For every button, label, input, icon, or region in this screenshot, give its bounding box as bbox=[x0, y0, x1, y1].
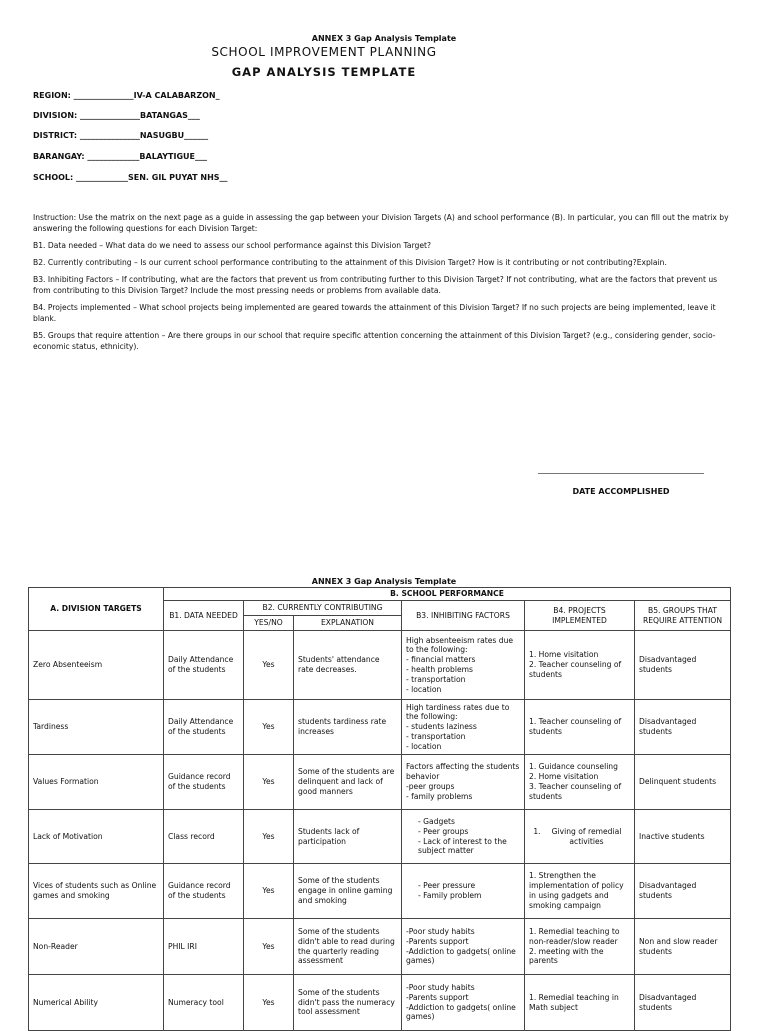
division-target-cell: Numerical Ability bbox=[29, 975, 164, 1031]
data-needed-cell: Class record bbox=[164, 810, 244, 864]
school-field: SCHOOL: _____________SEN. GIL PUYAT NHS__ bbox=[33, 173, 228, 182]
projects-cell bbox=[525, 810, 635, 864]
header-division-targets: A. DIVISION TARGETS bbox=[29, 588, 164, 631]
inhibiting-factors-cell-line: - family problems bbox=[406, 791, 473, 801]
inhibiting-factors-cell-line: - transportation bbox=[406, 674, 466, 684]
yesno-cell: Yes bbox=[244, 919, 294, 975]
data-needed-cell: PHIL IRI bbox=[164, 919, 244, 975]
division-target-cell: Vices of students such as Online games and smoking bbox=[29, 864, 164, 919]
inhibiting-factors-cell-line: -Poor study habits bbox=[406, 982, 475, 992]
annex-title: ANNEX 3 Gap Analysis Template bbox=[311, 34, 457, 43]
projects-cell bbox=[525, 700, 635, 755]
date-accomplished-label: DATE ACCOMPLISHED bbox=[572, 487, 670, 496]
inhibiting-factors-cell-line: High tardiness rates due to the following: bbox=[406, 702, 510, 722]
data-needed-cell: Daily Attendance of the students bbox=[164, 700, 244, 755]
inhibiting-factors-cell-line: - students laziness bbox=[406, 722, 477, 732]
division-target-cell: Tardiness bbox=[29, 700, 164, 755]
inhibiting-factors-cell-line: Factors affecting the students behavior bbox=[406, 762, 520, 782]
list-item: - Peer groups bbox=[418, 827, 520, 837]
instruction-b2: B2. Currently contributing – Is our current school performance contributing to the attainment of this Division Target? How is it contributing or not contributing?Explain. bbox=[33, 258, 667, 267]
instruction-b4: B4. Projects implemented – What school projects being implemented are geared towards the attainment of this Division Target? If no such projects are being implemented, leave it blank. bbox=[33, 303, 716, 323]
projects-cell-line: 2. Home visitation bbox=[529, 772, 599, 782]
header-b1: B1. DATA NEEDED bbox=[164, 601, 244, 631]
inhibiting-factors-cell-line: High absenteeism rates due to the following: bbox=[406, 635, 514, 655]
instruction-b5: B5. Groups that require attention – Are there groups in our school that require specific attention concerning the attainment of this Division Target? (e.g., considering gender, socio-economic status, ethnicity). bbox=[33, 331, 716, 351]
header-b4: B4. PROJECTS IMPLEMENTED bbox=[525, 601, 635, 631]
yesno-cell: Yes bbox=[244, 631, 294, 700]
projects-cell-line: 1. Strengthen the implementation of policy in using gadgets and smoking campaign bbox=[529, 871, 624, 910]
inhibiting-factors-cell bbox=[402, 864, 525, 919]
header-b2: B2. CURRENTLY CONTRIBUTING bbox=[244, 601, 402, 616]
explanation-cell: Some of the students didn't able to read during the quarterly reading assessment bbox=[294, 919, 402, 975]
barangay-field: BARANGAY: _____________BALAYTIGUE___ bbox=[33, 152, 207, 161]
projects-cell-line: 1. Home visitation bbox=[529, 650, 599, 660]
table-row bbox=[29, 810, 731, 864]
inhibiting-factors-cell bbox=[402, 919, 525, 975]
explanation-cell: students tardiness rate increases bbox=[294, 700, 402, 755]
inhibiting-factors-cell-line: -Addiction to gadgets( online games) bbox=[406, 1002, 516, 1022]
groups-cell: Disadvantaged students bbox=[635, 975, 731, 1031]
projects-cell-line: 1. Remedial teaching to non-reader/slow reader bbox=[529, 926, 620, 946]
list-item: - Lack of interest to the subject matter bbox=[418, 837, 520, 857]
header-b3: B3. INHIBITING FACTORS bbox=[402, 601, 525, 631]
division-target-cell: Values Formation bbox=[29, 755, 164, 810]
list-item: - Peer pressure bbox=[418, 881, 520, 891]
inhibiting-factors-cell bbox=[402, 810, 525, 864]
document-subtitle: GAP ANALYSIS TEMPLATE bbox=[231, 65, 417, 79]
data-needed-cell: Numeracy tool bbox=[164, 975, 244, 1031]
projects-cell bbox=[525, 919, 635, 975]
division-field: DIVISION: _______________BATANGAS___ bbox=[33, 111, 200, 120]
inhibiting-factors-cell bbox=[402, 755, 525, 810]
yesno-cell: Yes bbox=[244, 864, 294, 919]
instruction-b1: B1. Data needed – What data do we need to assess our school performance against this Division Target? bbox=[33, 241, 432, 250]
data-needed-cell: Guidance record of the students bbox=[164, 864, 244, 919]
inhibiting-factors-cell-list bbox=[406, 817, 520, 856]
inhibiting-factors-cell-line: -Parents support bbox=[406, 936, 469, 946]
header-yesno: YES/NO bbox=[244, 616, 294, 631]
instructions bbox=[33, 212, 733, 358]
projects-cell-line: 1. Guidance counseling bbox=[529, 762, 618, 772]
inhibiting-factors-cell-line: -Parents support bbox=[406, 992, 469, 1002]
data-needed-cell: Daily Attendance of the students bbox=[164, 631, 244, 700]
inhibiting-factors-cell-line: - transportation bbox=[406, 731, 466, 741]
inhibiting-factors-cell-line: - location bbox=[406, 684, 442, 694]
yesno-cell: Yes bbox=[244, 700, 294, 755]
instruction-intro: Instruction: Use the matrix on the next page as a guide in assessing the gap between your Division Targets (A) and school performance (B). In particular, you can fill out the matrix by answering the following questions for each Division Target: bbox=[33, 213, 729, 233]
list-item: - Family problem bbox=[418, 891, 520, 901]
signature-line bbox=[538, 473, 704, 474]
list-item: - Gadgets bbox=[418, 817, 520, 827]
projects-cell bbox=[525, 631, 635, 700]
groups-cell: Inactive students bbox=[635, 810, 731, 864]
groups-cell: Delinquent students bbox=[635, 755, 731, 810]
division-target-cell: Lack of Motivation bbox=[29, 810, 164, 864]
inhibiting-factors-cell bbox=[402, 700, 525, 755]
explanation-cell: Some of the students are delinquent and lack of good manners bbox=[294, 755, 402, 810]
projects-cell-line: 1. Remedial teaching in Math subject bbox=[529, 992, 619, 1012]
inhibiting-factors-cell bbox=[402, 975, 525, 1031]
table-row bbox=[29, 975, 731, 1031]
region-field: REGION: _______________IV-A CALABARZON_ bbox=[33, 91, 220, 100]
division-target-cell: Zero Absenteeism bbox=[29, 631, 164, 700]
projects-cell-list bbox=[529, 827, 630, 847]
header-b5: B5. GROUPS THAT REQUIRE ATTENTION bbox=[635, 601, 731, 631]
groups-cell: Disadvantaged students bbox=[635, 864, 731, 919]
groups-cell: Disadvantaged students bbox=[635, 631, 731, 700]
inhibiting-factors-cell bbox=[402, 631, 525, 700]
list-item: 1. Giving of remedial activities bbox=[543, 827, 630, 847]
inhibiting-factors-cell-line: -peer groups bbox=[406, 782, 455, 791]
explanation-cell: Some of the students didn't pass the numeracy tool assessment bbox=[294, 975, 402, 1031]
district-field: DISTRICT: _______________NASUGBU______ bbox=[33, 131, 209, 140]
data-needed-cell: Guidance record of the students bbox=[164, 755, 244, 810]
table-annex-title: ANNEX 3 Gap Analysis Template bbox=[311, 577, 457, 586]
division-target-cell: Non-Reader bbox=[29, 919, 164, 975]
inhibiting-factors-cell-line: - health problems bbox=[406, 665, 473, 674]
projects-cell bbox=[525, 975, 635, 1031]
inhibiting-factors-cell-line: - financial matters bbox=[406, 655, 476, 665]
groups-cell: Non and slow reader students bbox=[635, 919, 731, 975]
gap-analysis-table bbox=[28, 587, 731, 1031]
table-row bbox=[29, 919, 731, 975]
explanation-cell: Some of the students engage in online gaming and smoking bbox=[294, 864, 402, 919]
instruction-b3: B3. Inhibiting Factors – If contributing, what are the factors that prevent us from contributing further to this Division Target? If not contributing, what are the factors that prevent us from contributing to this Division Target? Include the most pressing needs or problems from available data. bbox=[33, 275, 718, 295]
header-explanation: EXPLANATION bbox=[294, 616, 402, 631]
explanation-cell: Students' attendance rate decreases. bbox=[294, 631, 402, 700]
table-row bbox=[29, 700, 731, 755]
inhibiting-factors-cell-line: - location bbox=[406, 741, 442, 751]
inhibiting-factors-cell-line: -Poor study habits bbox=[406, 926, 475, 936]
explanation-cell: Students lack of participation bbox=[294, 810, 402, 864]
groups-cell: Disadvantaged students bbox=[635, 700, 731, 755]
yesno-cell: Yes bbox=[244, 755, 294, 810]
projects-cell bbox=[525, 864, 635, 919]
yesno-cell: Yes bbox=[244, 810, 294, 864]
projects-cell-line: 3. Teacher counseling of students bbox=[529, 782, 622, 801]
inhibiting-factors-cell-list bbox=[406, 881, 520, 901]
table-row bbox=[29, 631, 731, 700]
inhibiting-factors-cell-line: -Addiction to gadgets( online games) bbox=[406, 946, 516, 966]
projects-cell bbox=[525, 755, 635, 810]
table-row bbox=[29, 755, 731, 810]
projects-cell-line: 2. meeting with the parents bbox=[529, 946, 604, 966]
table-row bbox=[29, 864, 731, 919]
yesno-cell: Yes bbox=[244, 975, 294, 1031]
header-school-performance: B. SCHOOL PERFORMANCE bbox=[164, 588, 731, 601]
projects-cell-line: 2. Teacher counseling of students bbox=[529, 660, 622, 679]
projects-cell-line: 1. Teacher counseling of students bbox=[529, 717, 622, 736]
document-title: SCHOOL IMPROVEMENT PLANNING bbox=[211, 45, 437, 59]
